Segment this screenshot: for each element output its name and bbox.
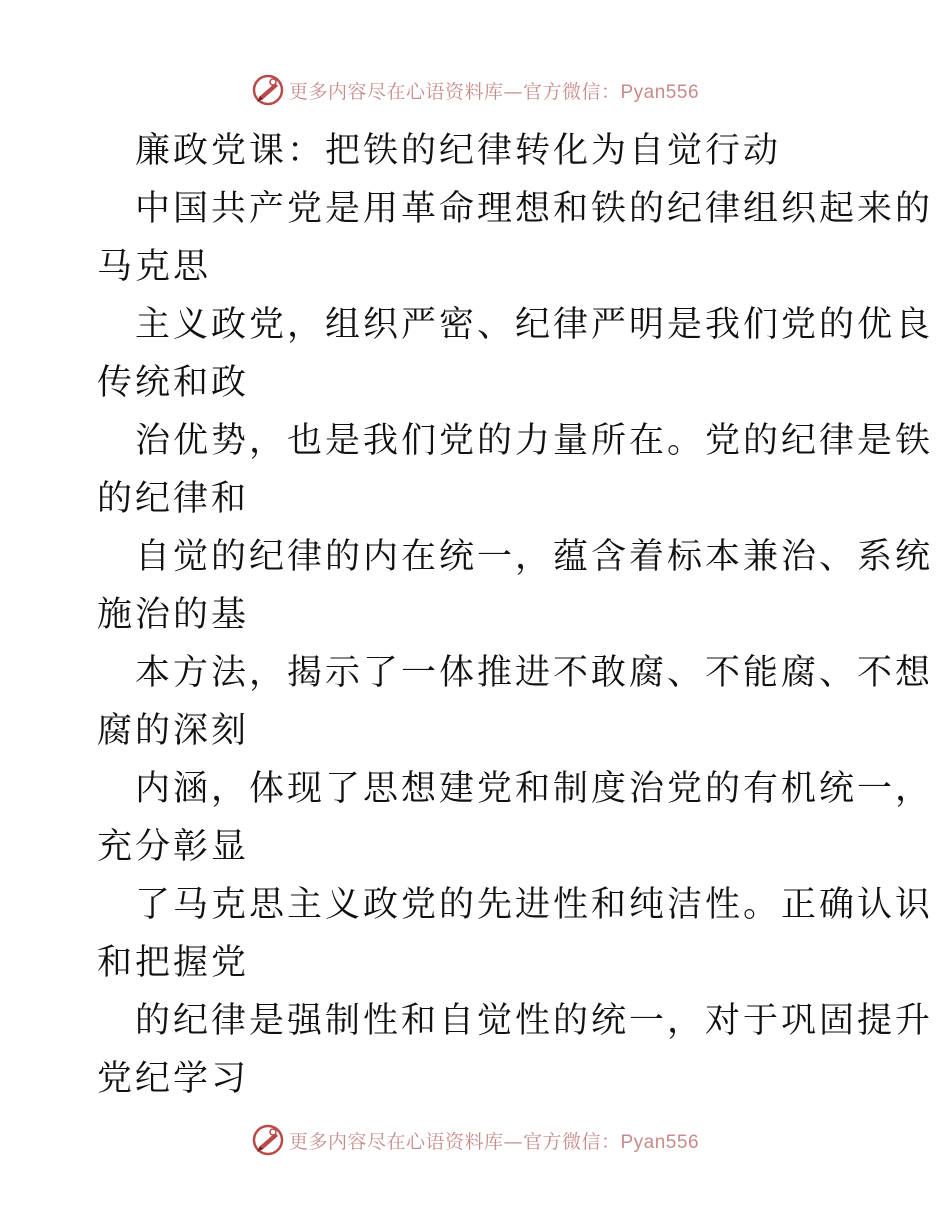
- paragraph-line: 自觉的纪律的内在统一，蕴含着标本兼治、系统: [135, 537, 934, 577]
- footer-banner: [0, 1120, 950, 1160]
- wechat-id: Pyan556: [620, 1131, 700, 1153]
- paragraph-line: 党纪学习: [97, 1059, 250, 1099]
- paragraph-line: 腐的深刻: [97, 711, 250, 751]
- paragraph-line: 传统和政: [97, 363, 250, 403]
- paragraph-line: 内涵，体现了思想建党和制度治党的有机统一，: [135, 769, 934, 809]
- paragraph-line: 中国共产党是用革命理想和铁的纪律组织起来的: [135, 189, 934, 229]
- paragraph-line: 了马克思主义政党的先进性和纯洁性。正确认识: [135, 885, 934, 925]
- paragraph-line: 主义政党，组织严密、纪律严明是我们党的优良: [135, 305, 934, 345]
- header-banner-text: 更多内容尽在心语资料库—官方微信：Pyan556: [288, 80, 700, 103]
- document-body: [97, 122, 934, 1108]
- paragraph-line: 施治的基: [97, 595, 250, 635]
- paragraph-line: 马克思: [97, 247, 212, 287]
- paragraph-line: 充分彰显: [97, 827, 250, 867]
- document-title: 廉政党课：把铁的纪律转化为自觉行动: [135, 131, 782, 171]
- wechat-id: Pyan556: [620, 81, 700, 103]
- paragraph-line: 本方法，揭示了一体推进不敢腐、不能腐、不想: [135, 653, 934, 693]
- header-banner: [0, 70, 950, 110]
- paragraph-line: 的纪律和: [97, 479, 250, 519]
- pen-logo-icon: [251, 1123, 285, 1157]
- pen-logo-icon: [251, 73, 285, 107]
- paragraph-line: 和把握党: [97, 943, 250, 983]
- paragraph-line: 的纪律是强制性和自觉性的统一，对于巩固提升: [135, 1001, 934, 1041]
- footer-banner-text: 更多内容尽在心语资料库—官方微信：Pyan556: [288, 1130, 700, 1153]
- paragraph-line: 治优势，也是我们党的力量所在。党的纪律是铁: [135, 421, 934, 461]
